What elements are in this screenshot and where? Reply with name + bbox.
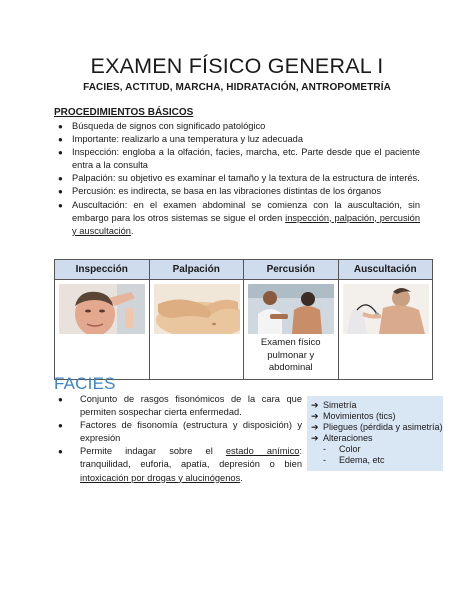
table-header-palpacion: Palpación	[149, 260, 244, 280]
section-heading-procedimientos: PROCEDIMIENTOS BÁSICOS	[54, 107, 194, 118]
list-item: ● Importante: realizarlo a una temperatura y luz adecuada	[54, 133, 420, 146]
box-item: ➔ Pliegues (pérdida y asimetría)	[311, 422, 443, 432]
list-item: ● Auscultación: en el examen abdominal se comienza con la auscultación, sin embargo para los otros sistemas se sigue el orden inspección, palpación, percusión y auscultación.	[58, 199, 421, 236]
facies-characteristics-box	[307, 396, 443, 471]
facies-list	[54, 393, 302, 485]
table-cell-inspeccion	[55, 280, 150, 380]
underlined-estado-animico: estado anímico	[225, 446, 300, 457]
dash-icon: -	[323, 455, 326, 465]
procedimientos-table	[54, 259, 433, 380]
table-header-auscultacion: Auscultación	[338, 260, 433, 280]
list-item: ● Búsqueda de signos con significado patológico	[54, 120, 420, 133]
list-item: ● Permite indagar sobre el estado anímico: tranquilidad, euforia, apatía, depresión o bien intoxicación por drogas y alucinógenos.	[58, 446, 302, 483]
box-item: ➔ Alteraciones	[311, 433, 373, 443]
dash-icon: -	[323, 444, 326, 454]
document-subtitle: FACIES, ACTITUD, MARCHA, HIDRATACIÓN, ANTROPOMETRÍA	[83, 82, 391, 93]
arrow-right-icon: ➔	[311, 400, 319, 410]
box-subitem: - Color	[323, 444, 361, 454]
bullet-icon: ●	[58, 421, 63, 431]
box-item: ➔ Simetría	[311, 400, 357, 410]
table-cell-auscultacion	[338, 280, 433, 380]
box-item: ➔ Movimientos (tics)	[311, 411, 396, 421]
percusion-photo	[248, 284, 334, 334]
bullet-icon: ●	[58, 395, 63, 404]
table-cell-percusion	[244, 280, 339, 380]
auscultacion-photo	[343, 284, 429, 334]
facies-heading: FACIES	[54, 374, 116, 393]
procedimientos-list	[54, 120, 420, 238]
bullet-icon: ●	[58, 174, 63, 184]
table-cell-palpacion	[149, 280, 244, 380]
arrow-right-icon: ➔	[311, 411, 319, 421]
underlined-order: inspección, palpación, percusión y auscultación	[72, 212, 421, 236]
table-header-percusion: Percusión	[244, 260, 339, 280]
table-header-inspeccion: Inspección	[55, 260, 150, 280]
bullet-icon: ●	[58, 122, 63, 131]
palpacion-photo	[154, 284, 240, 334]
bullet-icon: ●	[58, 148, 63, 158]
list-item: ● Percusión: es indirecta, se basa en las vibraciones distintas de los órganos	[54, 185, 420, 198]
document-title: EXAMEN FÍSICO GENERAL I	[90, 54, 384, 78]
list-item: ● Inspección: engloba a la olfación, facies, marcha, etc. Parte desde que el paciente entra a la consulta	[58, 147, 420, 171]
arrow-right-icon: ➔	[311, 433, 319, 443]
list-item: ● Factores de fisonomía (estructura y disposición) y expresión	[58, 420, 302, 444]
bullet-icon: ●	[58, 200, 63, 210]
arrow-right-icon: ➔	[311, 422, 319, 432]
inspeccion-photo	[59, 284, 145, 334]
box-subitem: - Edema, etc	[323, 455, 385, 465]
bullet-icon: ●	[58, 187, 63, 197]
list-item: ● Palpación: su objetivo es examinar el tamaño y la textura de la estructura de interés.	[54, 172, 420, 185]
percusion-caption: Examen físico pulmonar y abdominal	[260, 337, 321, 373]
bullet-icon: ●	[58, 135, 63, 145]
list-item: ● Conjunto de rasgos fisonómicos de la cara que permiten sospechar cierta enfermedad.	[58, 394, 302, 418]
bullet-icon: ●	[58, 447, 63, 457]
underlined-intoxicacion: intoxicación por drogas y alucinógenos	[80, 472, 241, 483]
